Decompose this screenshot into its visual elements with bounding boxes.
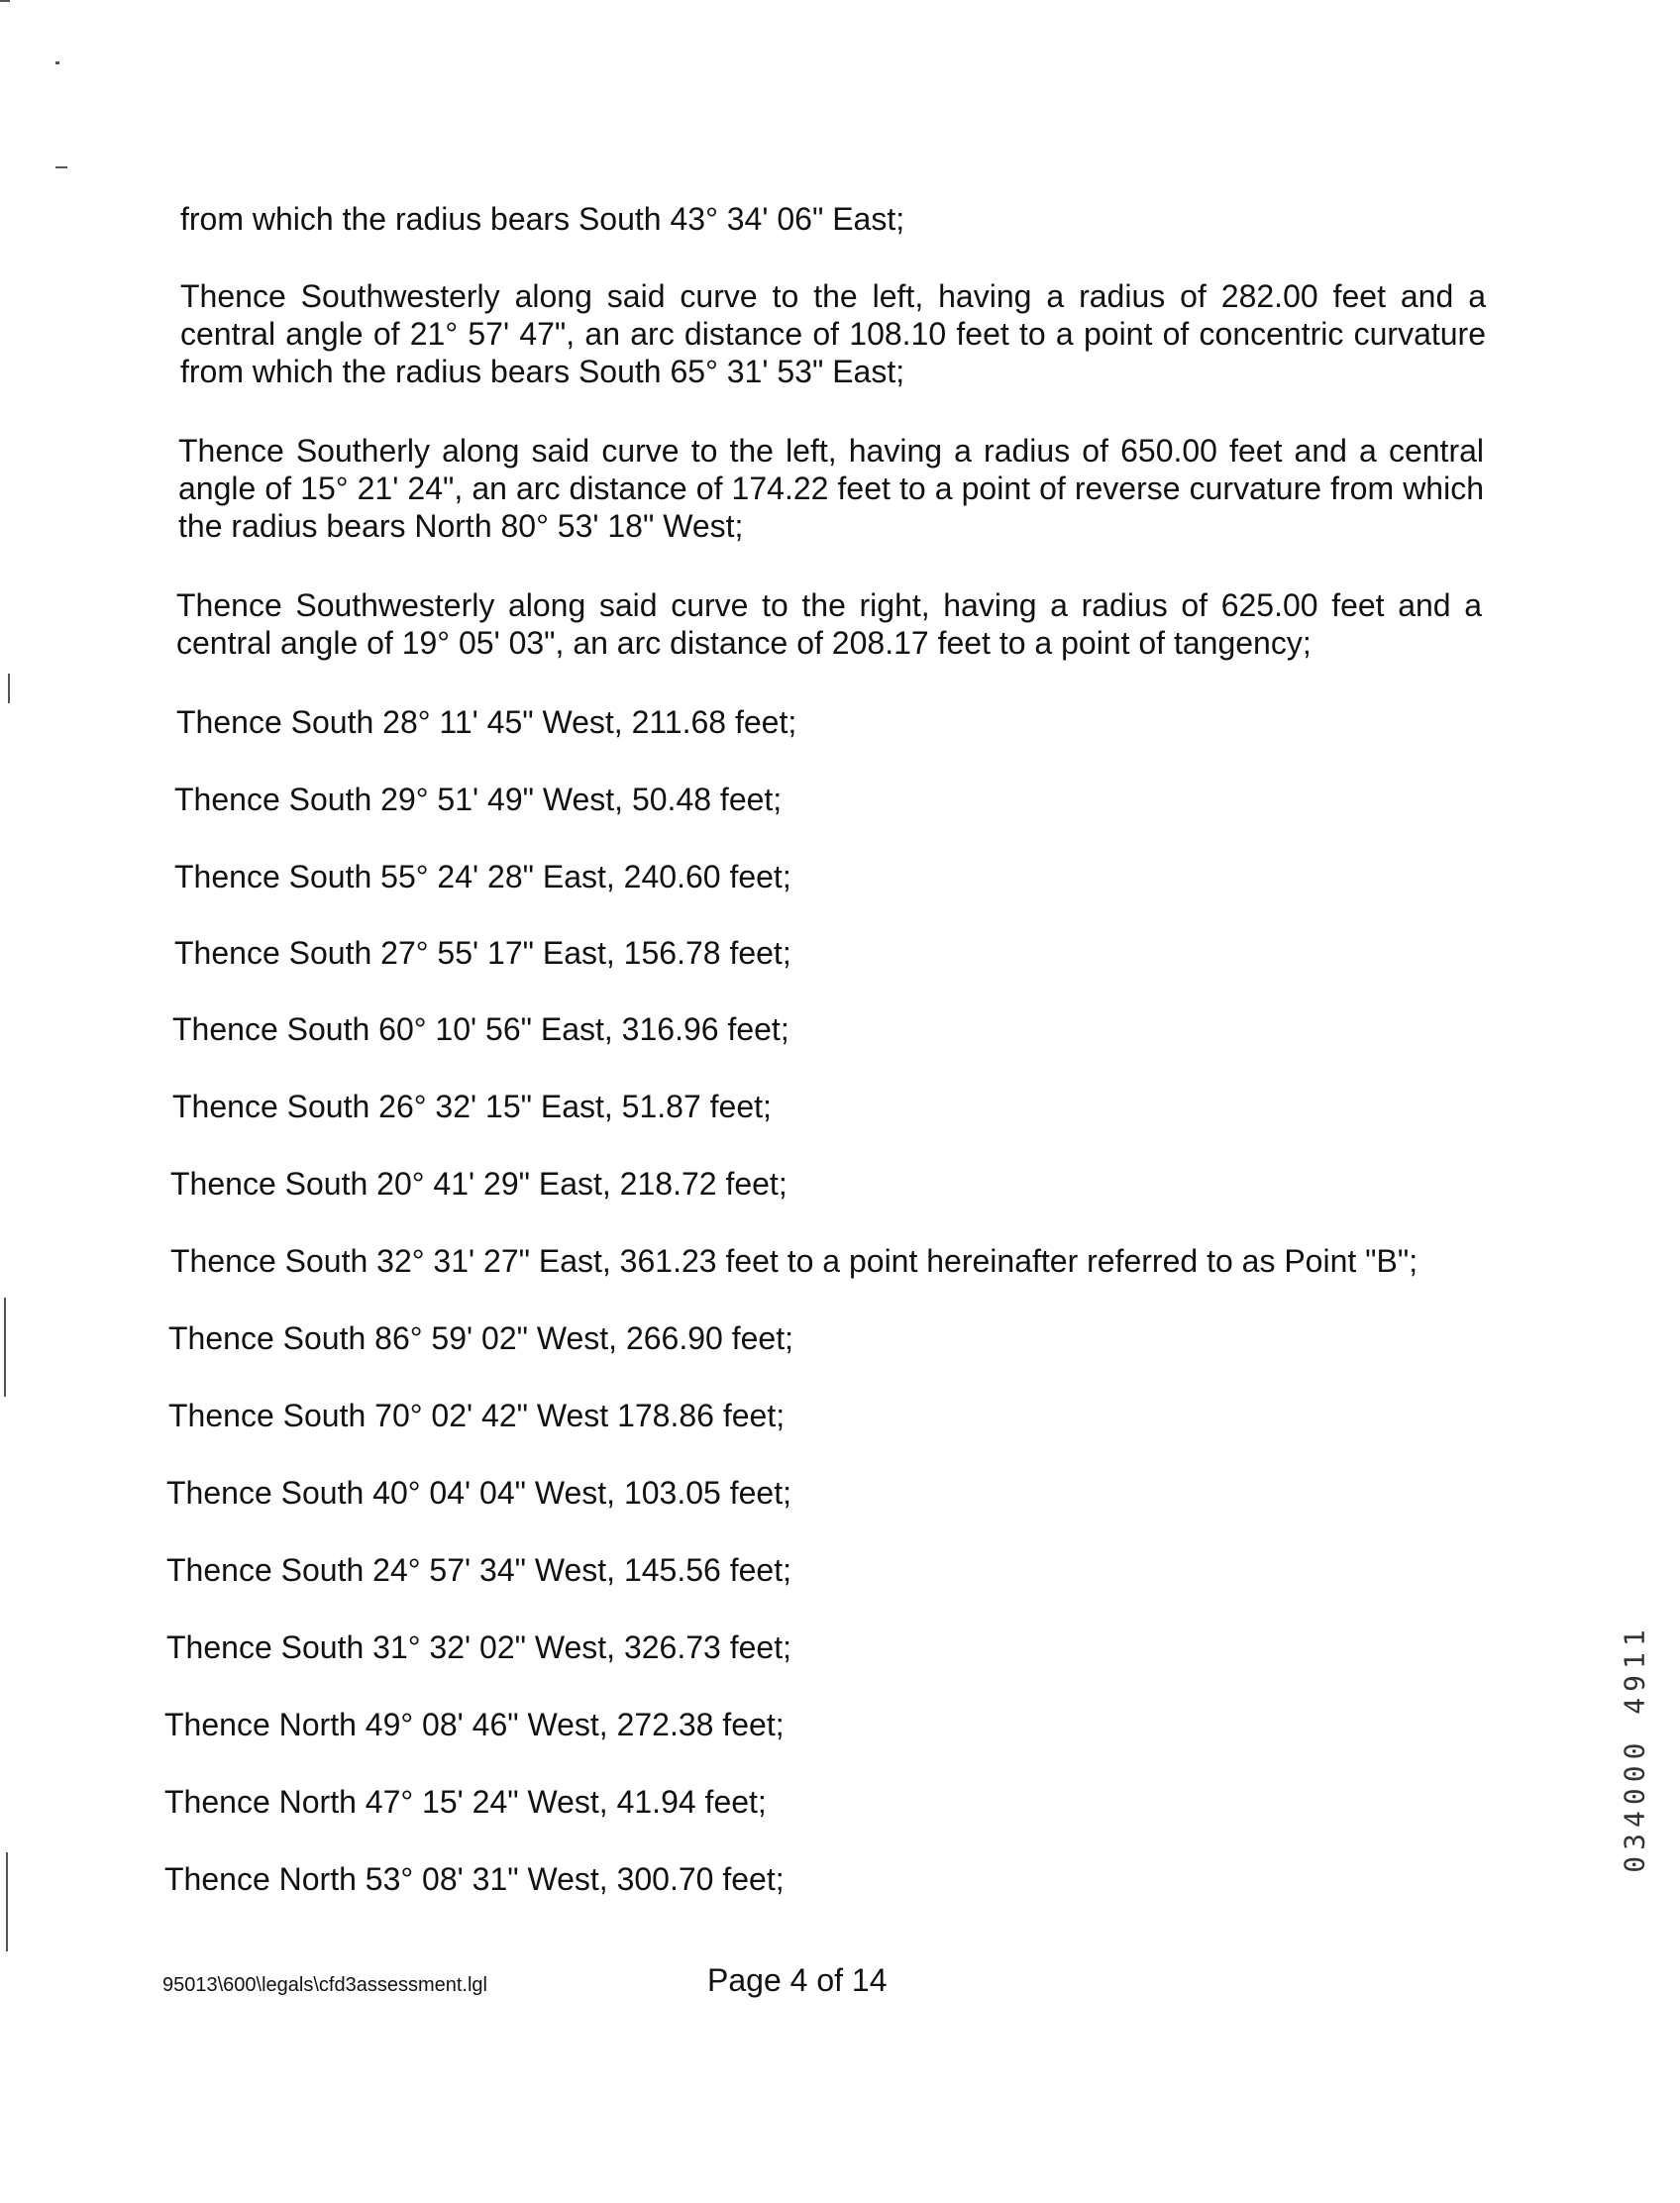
course-line: Thence South 28° 11' 45" West, 211.68 feet; [176, 704, 797, 740]
course-line: Thence South 31° 32' 02" West, 326.73 feet; [166, 1629, 791, 1665]
scan-mark [55, 61, 59, 64]
scan-mark [0, 0, 10, 2]
course-line: Thence North 47° 15' 24" West, 41.94 feet; [164, 1784, 767, 1820]
course-line: Thence South 70° 02' 42" West 178.86 feet; [168, 1398, 786, 1433]
paragraph-curve-3: Thence Southwesterly along said curve to the right, having a radius of 625.00 feet and a central angle of 19° 05' 03", an arc distance of 208.17 feet to a point of tangency; [176, 587, 1482, 661]
course-line: Thence South 26° 32' 15" East, 51.87 feet; [172, 1089, 772, 1124]
course-line: Thence South 40° 04' 04" West, 103.05 feet; [166, 1475, 791, 1511]
footer-page-number: Page 4 of 14 [707, 1962, 888, 1998]
side-stamp [1615, 1585, 1654, 1912]
course-line-point-b: Thence South 32° 31' 27" East, 361.23 feet to a point hereinafter referred to as Point "B"; [170, 1243, 1418, 1279]
course-line: Thence South 20° 41' 29" East, 218.72 feet; [170, 1166, 788, 1202]
course-line: Thence South 55° 24' 28" East, 240.60 feet; [174, 859, 791, 894]
paragraph-curve-1: Thence Southwesterly along said curve to the left, having a radius of 282.00 feet and a central angle of 21° 57' 47", an arc distance of 108.10 feet to a point of concentric curvature from which the radius bears South 65° 31' 53" East; [180, 278, 1486, 389]
course-line: Thence South 60° 10' 56" East, 316.96 feet; [172, 1011, 789, 1047]
course-line: Thence South 24° 57' 34" West, 145.56 feet; [166, 1552, 791, 1588]
course-line: Thence South 29° 51' 49" West, 50.48 feet; [174, 782, 783, 817]
footer-file-path: 95013\600\legals\cfd3assessment.lgl [162, 1974, 487, 1996]
side-stamp-text: 034000 4911 [1618, 1624, 1651, 1873]
scan-mark [8, 674, 10, 703]
scan-mark [6, 1852, 8, 1951]
paragraph-radius-bearing: from which the radius bears South 43° 34' 06" East; [180, 201, 905, 237]
course-line: Thence South 86° 59' 02" West, 266.90 feet; [168, 1320, 793, 1356]
course-line: Thence South 27° 55' 17" East, 156.78 feet; [174, 935, 791, 971]
course-line: Thence North 53° 08' 31" West, 300.70 feet; [164, 1861, 785, 1897]
paragraph-curve-2: Thence Southerly along said curve to the left, having a radius of 650.00 feet and a central angle of 15° 21' 24", an arc distance of 174.22 feet to a point of reverse curvature from which the radius bears North 80° 53' 18" West; [178, 433, 1484, 544]
course-line: Thence North 49° 08' 46" West, 272.38 feet; [164, 1707, 785, 1742]
scan-mark [4, 1298, 6, 1397]
scan-mark [55, 166, 67, 168]
